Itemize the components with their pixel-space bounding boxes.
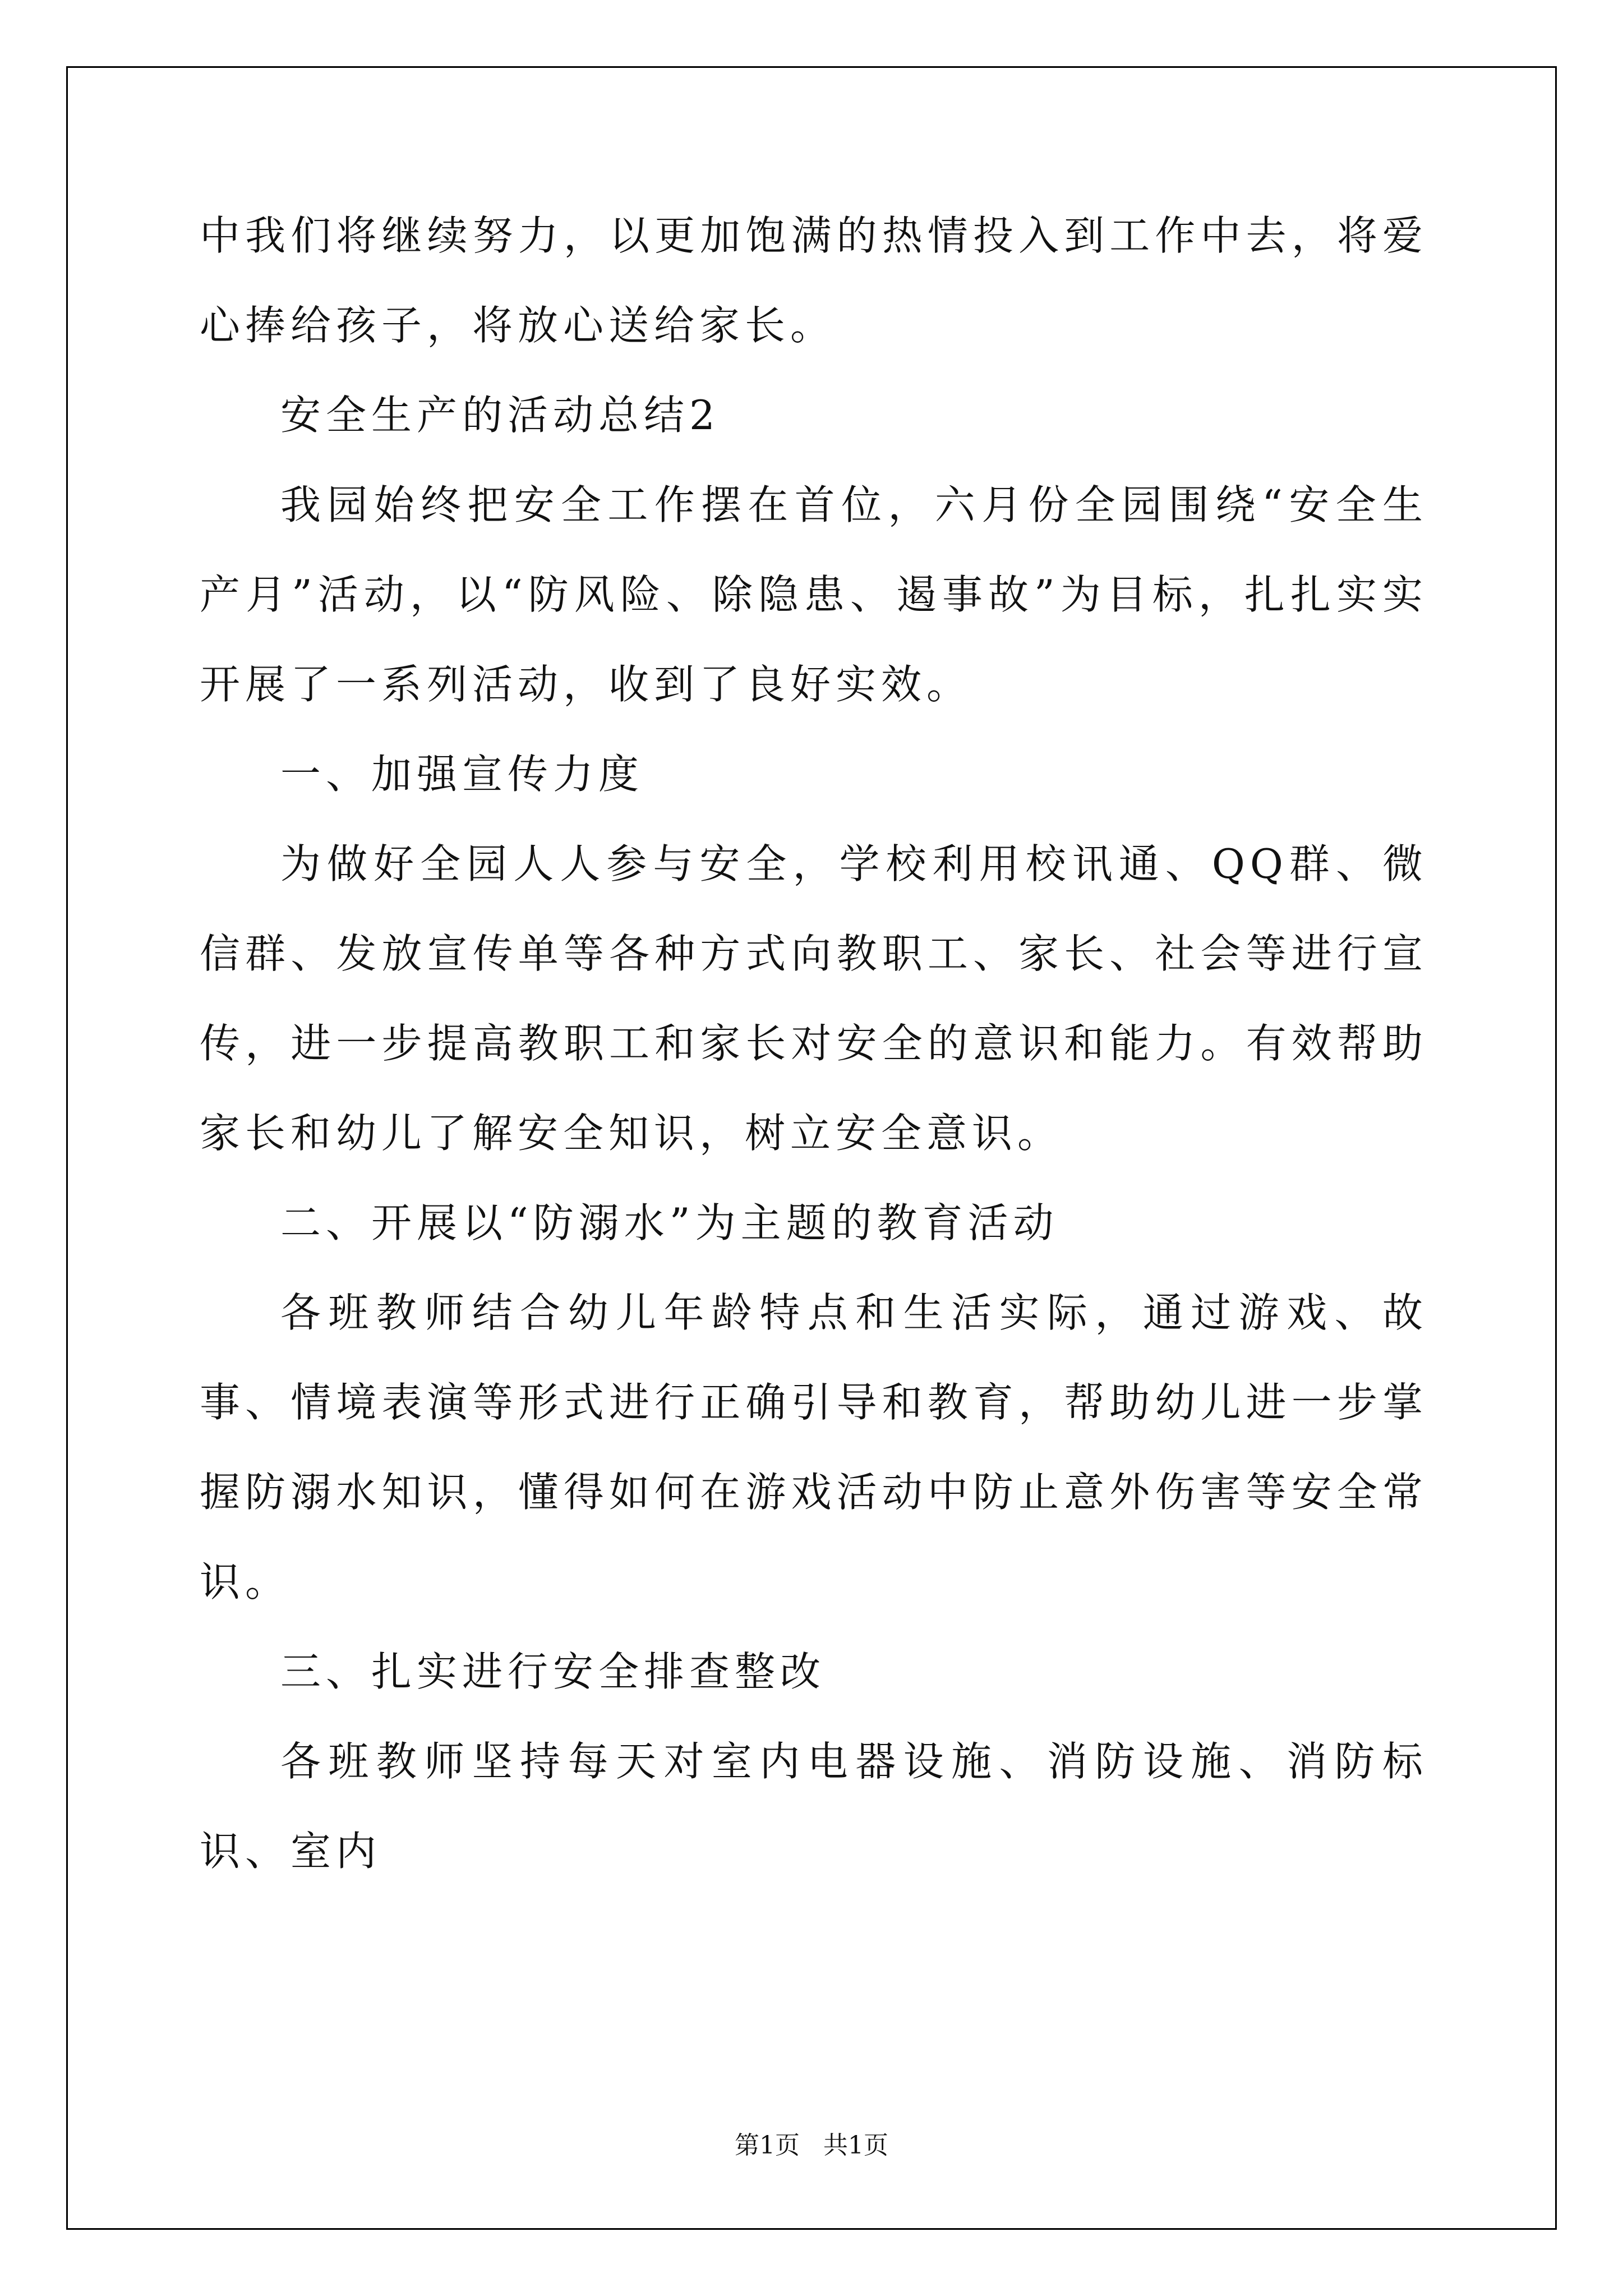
page-footer (0, 2129, 1623, 2162)
document-body (200, 191, 1428, 1896)
page-number: 第1页 (735, 2131, 800, 2160)
page-total: 共1页 (823, 2131, 888, 2160)
paragraph-5: 各班教师坚持每天对室内电器设施、消防设施、消防标识、室内 (200, 1738, 1428, 1875)
paragraph-2: 我园始终把安全工作摆在首位，六月份全园围绕“安全生产月”活动，以“防风险、除隐患、遏事故”为目标，扎扎实实开展了一系列活动，收到了良好实效。 (200, 481, 1428, 708)
paragraph-1: 中我们将继续努力，以更加饱满的热情投入到工作中去，将爱心捧给孩子，将放心送给家长。 (200, 212, 1428, 349)
heading-3: 三、扎实进行安全排查整改 (280, 1648, 826, 1695)
heading-2: 二、开展以“防溺水”为主题的教育活动 (280, 1199, 1059, 1246)
heading-1: 一、加强宣传力度 (280, 751, 644, 798)
paragraph-4: 各班教师结合幼儿年龄特点和生活实际，通过游戏、故事、情境表演等形式进行正确引导和教育，帮助幼儿进一步掌握防溺水知识，懂得如何在游戏活动中防止意外伤害等安全常识。 (200, 1289, 1428, 1605)
paragraph-3: 为做好全园人人参与安全，学校利用校讯通、QQ群、微信群、发放宣传单等各种方式向教职工、家长、社会等进行宣传，进一步提高教职工和家长对安全的意识和能力。有效帮助家长和幼儿了解安全知识，树立安全意识。 (200, 840, 1428, 1157)
section-title: 安全生产的活动总结2 (280, 392, 720, 439)
